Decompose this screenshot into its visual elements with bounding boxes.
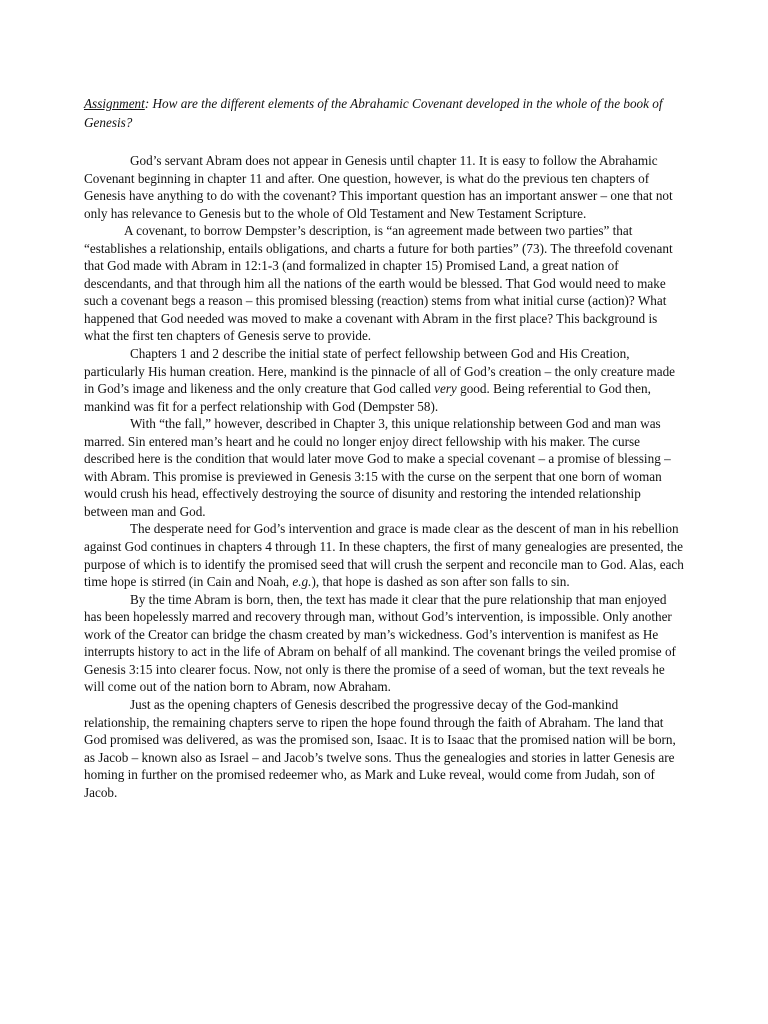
paragraph-7: Just as the opening chapters of Genesis described the progressive decay of the God-mankind relationship, the remaining chapters serve to ripen the hope found through the faith of Abraham. The land that God promised was delivered, as was the promised son, Isaac. It is to Isaac that the promised nation will be born, as Jacob – known also as Israel – and Jacob’s twelve sons. Thus the genealogies and stories in latter Genesis are homing in further on the promised redeemer who, as Mark and Luke reveal, would come from Judah, son of Jacob. — [84, 696, 676, 800]
paragraph-5-text-b: ), that hope is dashed as son after son falls to sin. — [311, 574, 570, 590]
paragraph-4: With “the fall,” however, described in Chapter 3, this unique relationship between God and man was marred. Sin entered man’s heart and he could no longer enjoy direct fellowship with his maker. The curse described here is the condition that would later move God to make a special covenant – a promise of blessing – with Abram. This promise is previewed in Genesis 3:15 with the curse on the serpent that one born of woman would crush his head, effectively destroying the source of disunity and restoring the intended relationship between man and God. — [84, 416, 671, 519]
paragraph-1: God’s servant Abram does not appear in Genesis until chapter 11. It is easy to follow the Abrahamic Covenant beginning in chapter 11 and after. One question, however, is what do the previous ten chapters of Genesis have anything to do with the covenant? This important question has an important answer – one that not only has relevance to Genesis but to the whole of Old Testament and New Testament Scripture. — [84, 153, 673, 221]
paragraph-5-text-a: The desperate need for God’s intervention and grace is made clear as the descent of man in his rebellion against God continues in chapters 4 through 11. In these chapters, the first of many genealogies are presented, the purpose of which is to identify the promised seed that will crush the serpent and reconcile man to God. Alas, each time hope is stirred (in Cain and Noah, — [84, 521, 684, 590]
paragraph-2: A covenant, to borrow Dempster’s description, is “an agreement made between two parties” that “establishes a relationship, entails obligations, and charts a future for both parties” (73). The threefold covenant that God made with Abram in 12:1-3 (and formalized in chapter 15) Promised Land, a great nation of descendants, and that through him all the nations of the earth would be blessed. That God would need to make such a covenant begs a reason – this promised blessing (reaction) stems from what initial curse (action)? What happened that God needed was moved to make a covenant with Abram in the first place? This background is what the first ten chapters of Genesis serve to provide. — [84, 223, 673, 344]
paragraph-3-text-b: good. Being referential to God then, mankind was fit for a perfect relationship with God (Dempster 58). — [84, 381, 651, 414]
assignment-question: : How are the different elements of the Abrahamic Covenant developed in the whole of the book of Genesis? — [84, 96, 663, 130]
paragraph-3-text-a: Chapters 1 and 2 describe the initial state of perfect fellowship between God and His Creation, particularly His human creation. Here, mankind is the pinnacle of all of God’s creation – the only creature made in God’s image and likeness and the only creature that God called — [84, 346, 676, 397]
assignment-label: Assignment — [84, 96, 145, 111]
paragraph-5-emphasis: e.g. — [292, 574, 312, 590]
paragraph-5 — [84, 520, 684, 590]
paragraph-3 — [84, 345, 684, 415]
assignment-heading — [84, 94, 684, 132]
paragraph-3-emphasis: very — [434, 381, 457, 397]
document-page — [84, 94, 684, 801]
paragraph-6: By the time Abram is born, then, the text has made it clear that the pure relationship that man enjoyed has been hopelessly marred and recovery through man, without God’s intervention, is impossible. Only another work of the Creator can bridge the chasm created by man’s wickedness. God’s intervention is manifest as He interrupts history to act in the life of Abram on behalf of all mankind. The covenant brings the veiled promise of Genesis 3:15 into clearer focus. Now, not only is there the promise of a seed of woman, but the text reveals he will come out of the nation born to Abram, now Abraham. — [84, 591, 676, 695]
